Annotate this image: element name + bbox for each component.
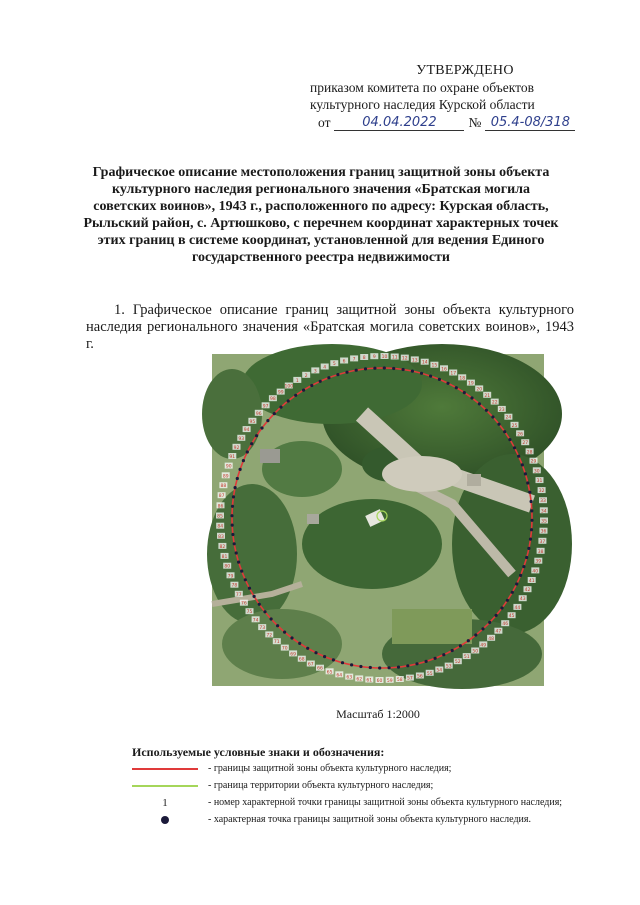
boundary-point-number: 93 xyxy=(238,436,245,442)
boundary-point-number: 22 xyxy=(491,400,498,406)
section-number: 1. xyxy=(114,302,125,318)
boundary-point-number: 14 xyxy=(421,360,428,366)
boundary-point xyxy=(519,574,522,577)
boundary-point xyxy=(250,442,253,445)
boundary-point xyxy=(530,528,533,531)
approval-signature-line xyxy=(318,114,610,131)
boundary-point-number: 4 xyxy=(323,365,327,371)
boundary-point-number: 16 xyxy=(441,367,447,373)
legend-text: - граница территории объекта культурного наследия; xyxy=(208,780,434,791)
boundary-point xyxy=(397,666,400,669)
boundary-point-number: 6 xyxy=(342,359,346,365)
boundary-point-number: 58 xyxy=(396,678,403,683)
boundary-point xyxy=(481,627,484,630)
boundary-point-number: 46 xyxy=(502,622,509,628)
boundary-point xyxy=(455,386,458,389)
boundary-point xyxy=(470,396,473,399)
boundary-point-number: 90 xyxy=(225,464,232,470)
boundary-point xyxy=(425,660,428,663)
boundary-point xyxy=(231,524,234,527)
boundary-point xyxy=(525,556,528,559)
boundary-point xyxy=(495,614,498,617)
boundary-point xyxy=(446,382,449,385)
boundary-point xyxy=(258,603,261,606)
boundary-point-number: 41 xyxy=(528,579,535,584)
boundary-point xyxy=(515,582,518,585)
boundary-point-number: 47 xyxy=(495,629,502,635)
boundary-point-number: 36 xyxy=(540,529,547,535)
boundary-point xyxy=(246,450,249,453)
boundary-point-number: 37 xyxy=(539,539,546,545)
boundary-point-number: 27 xyxy=(522,441,529,447)
boundary-point-number: 54 xyxy=(436,668,443,674)
boundary-point xyxy=(522,565,525,568)
boundary-point-number: 69 xyxy=(290,652,296,658)
boundary-point xyxy=(503,430,506,433)
legend-red-line-symbol xyxy=(132,768,198,770)
boundary-point-number: 17 xyxy=(450,371,457,377)
boundary-point xyxy=(527,547,530,550)
boundary-point xyxy=(248,587,251,590)
boundary-point xyxy=(530,509,533,512)
legend-text: - границы защитной зоны объекта культурного наследия; xyxy=(208,763,452,774)
legend-row-territory-boundary xyxy=(130,777,610,794)
legend-row-point-number xyxy=(130,794,610,811)
boundary-point-number: 67 xyxy=(307,662,314,668)
boundary-point-number: 2 xyxy=(304,373,308,379)
boundary-point-number: 33 xyxy=(540,499,546,505)
boundary-point xyxy=(378,666,381,669)
boundary-point xyxy=(260,426,263,429)
boundary-point-number: 92 xyxy=(233,445,240,451)
boundary-point xyxy=(392,367,395,370)
boundary-point xyxy=(415,662,418,665)
boundary-point-number: 42 xyxy=(524,588,531,594)
legend-row-point-dot xyxy=(130,811,610,828)
satellite-map xyxy=(212,354,547,686)
satellite-map-image xyxy=(212,354,547,686)
boundary-point-number: 10 xyxy=(381,355,388,360)
boundary-point xyxy=(336,373,339,376)
approval-title: УТВЕРЖДЕНО xyxy=(416,63,514,78)
boundary-point xyxy=(287,399,290,402)
boundary-point xyxy=(364,367,367,370)
boundary-point xyxy=(279,406,282,409)
boundary-point-number: 55 xyxy=(426,671,433,677)
legend-text: - характерная точка границы защитной зоны объекта культурного наследия. xyxy=(208,814,532,825)
boundary-point-number: 78 xyxy=(231,583,238,589)
boundary-point xyxy=(463,391,466,394)
legend-green-line-symbol xyxy=(132,785,198,787)
boundary-point-number: 28 xyxy=(526,450,533,456)
boundary-point xyxy=(270,617,273,620)
boundary-point xyxy=(355,369,358,372)
boundary-point-number: 74 xyxy=(252,618,259,624)
boundary-point-number: 25 xyxy=(511,423,518,429)
boundary-point xyxy=(235,551,238,554)
boundary-point-number: 100 xyxy=(284,384,294,390)
boundary-point-number: 82 xyxy=(219,544,226,550)
boundary-point-number: 23 xyxy=(498,407,505,413)
boundary-point xyxy=(530,500,533,503)
boundary-point xyxy=(266,419,269,422)
boundary-point-number: 89 xyxy=(222,474,229,480)
boundary-point-number: 98 xyxy=(270,397,276,403)
boundary-point-number: 71 xyxy=(273,640,280,646)
boundary-point xyxy=(526,481,529,484)
boundary-point xyxy=(302,389,305,392)
boundary-point-number: 53 xyxy=(445,664,452,670)
boundary-point-number: 45 xyxy=(508,614,515,620)
boundary-point-number: 84 xyxy=(217,524,224,530)
boundary-point-number: 57 xyxy=(407,676,413,682)
boundary-point-number: 32 xyxy=(538,489,545,495)
boundary-point-number: 95 xyxy=(249,419,256,425)
boundary-point xyxy=(298,642,301,645)
boundary-point-number: 21 xyxy=(484,393,491,399)
boundary-point xyxy=(524,472,527,475)
boundary-point-number: 30 xyxy=(533,469,540,475)
boundary-point xyxy=(451,649,454,652)
boundary-point-number: 49 xyxy=(480,643,487,649)
boundary-point xyxy=(488,621,491,624)
boundary-point xyxy=(255,434,258,437)
boundary-point xyxy=(306,647,309,650)
legend-number-symbol: 1 xyxy=(162,796,168,809)
boundary-point xyxy=(236,477,239,480)
boundary-point xyxy=(528,491,531,494)
boundary-point-number: 48 xyxy=(488,636,494,642)
boundary-point xyxy=(429,375,432,378)
boundary-point xyxy=(485,409,488,412)
boundary-point xyxy=(406,664,409,667)
boundary-point xyxy=(310,384,313,387)
boundary-point xyxy=(237,561,240,564)
boundary-point xyxy=(232,495,235,498)
boundary-point-number: 8 xyxy=(362,356,366,361)
boundary-point-number: 24 xyxy=(505,415,512,421)
boundary-point xyxy=(442,653,445,656)
boundary-point-number: 5 xyxy=(332,362,336,368)
legend-dot-symbol xyxy=(161,816,169,824)
boundary-point-number: 63 xyxy=(346,675,353,681)
boundary-point-number: 19 xyxy=(468,381,474,387)
boundary-point-number: 34 xyxy=(540,509,547,515)
boundary-point xyxy=(242,459,245,462)
boundary-point-number: 79 xyxy=(227,574,234,580)
boundary-point xyxy=(513,446,516,449)
boundary-point xyxy=(474,633,477,636)
boundary-point xyxy=(233,542,236,545)
boundary-point-number: 87 xyxy=(218,494,225,500)
boundary-point-number: 20 xyxy=(476,387,483,393)
boundary-point-number: 60 xyxy=(376,679,383,684)
boundary-point xyxy=(332,658,335,661)
boundary-point xyxy=(231,505,234,508)
boundary-point xyxy=(529,538,532,541)
boundary-point-number: 11 xyxy=(391,355,398,361)
boundary-point xyxy=(273,412,276,415)
boundary-point xyxy=(500,606,503,609)
boundary-point-number: 66 xyxy=(317,666,323,672)
boundary-point xyxy=(314,651,317,654)
boundary-point xyxy=(283,631,286,634)
boundary-point-number: 39 xyxy=(535,559,542,565)
boundary-point xyxy=(244,578,247,581)
boundary-point-number: 15 xyxy=(431,363,438,369)
boundary-point xyxy=(478,402,481,405)
approval-stamp xyxy=(310,62,610,131)
boundary-point-number: 61 xyxy=(366,678,373,684)
boundary-point-number: 86 xyxy=(217,504,224,510)
approval-number-label: № xyxy=(468,115,482,130)
boundary-point-number: 18 xyxy=(459,376,466,382)
boundary-point xyxy=(230,514,233,517)
boundary-point-number: 13 xyxy=(411,358,418,364)
boundary-point-number: 77 xyxy=(235,592,242,598)
boundary-point-number: 56 xyxy=(417,674,423,680)
boundary-point xyxy=(345,371,348,374)
boundary-point xyxy=(369,666,372,669)
approval-line-2: культурного наследия Курской области xyxy=(310,97,535,112)
approval-from-label: от xyxy=(318,115,331,130)
boundary-point-number: 51 xyxy=(463,655,470,661)
boundary-point-number: 35 xyxy=(541,519,547,525)
boundary-point xyxy=(240,570,243,573)
boundary-point xyxy=(327,376,330,379)
boundary-point-number: 44 xyxy=(514,605,521,611)
boundary-point-number: 99 xyxy=(277,390,284,396)
boundary-point-number: 38 xyxy=(537,549,544,555)
boundary-point-number: 65 xyxy=(326,670,333,676)
boundary-point xyxy=(506,599,509,602)
boundary-point xyxy=(438,378,441,381)
boundary-point-number: 96 xyxy=(255,411,262,417)
boundary-point xyxy=(530,519,533,522)
boundary-point xyxy=(231,533,234,536)
boundary-point-number: 83 xyxy=(218,534,224,540)
boundary-point-number: 73 xyxy=(259,626,266,632)
boundary-point xyxy=(319,380,322,383)
boundary-point xyxy=(459,644,462,647)
boundary-point xyxy=(234,486,237,489)
boundary-point xyxy=(350,663,353,666)
boundary-point xyxy=(383,366,386,369)
boundary-point-number: 9 xyxy=(372,355,376,361)
boundary-point xyxy=(341,661,344,664)
boundary-point-number: 81 xyxy=(221,554,228,560)
boundary-point xyxy=(294,394,297,397)
boundary-point-number: 26 xyxy=(517,432,523,438)
boundary-point-number: 12 xyxy=(401,356,408,362)
legend-row-zone-boundary xyxy=(130,760,610,777)
boundary-point xyxy=(253,595,256,598)
boundary-point-number: 52 xyxy=(454,660,461,666)
legend xyxy=(130,745,610,828)
boundary-point-number: 80 xyxy=(224,564,231,570)
approval-line-1: приказом комитета по охране объектов xyxy=(310,80,534,95)
boundary-point xyxy=(420,372,423,375)
boundary-point xyxy=(263,610,266,613)
boundary-point-number: 59 xyxy=(386,678,393,684)
boundary-point-number: 7 xyxy=(352,357,356,363)
boundary-point-number: 68 xyxy=(298,657,305,663)
boundary-point xyxy=(373,367,376,370)
approval-date: 04.04.2022 xyxy=(334,115,464,131)
boundary-point xyxy=(323,655,326,658)
boundary-point xyxy=(359,665,362,668)
boundary-point-number: 91 xyxy=(229,455,236,460)
boundary-point xyxy=(491,415,494,418)
boundary-point-number: 88 xyxy=(220,484,227,490)
boundary-point xyxy=(239,468,242,471)
boundary-point xyxy=(508,438,511,441)
boundary-point xyxy=(497,423,500,426)
map-scale: Масштаб 1:2000 xyxy=(336,707,420,721)
boundary-point xyxy=(276,624,279,627)
boundary-point-number: 40 xyxy=(532,569,539,575)
boundary-point-number: 50 xyxy=(472,649,479,655)
boundary-point xyxy=(517,455,520,458)
boundary-point xyxy=(388,666,391,669)
boundary-point-number: 1 xyxy=(295,378,299,384)
document-title: Графическое описание местоположения границ защитной зоны объекта культурного наследия регионального значения «Братская могила советских воинов», 1943 г., расположенного по адресу: Курская область, Рыльский район, с. Артюшково, с перечнем координат характерных точек этих границ в системе координат, установленной для ведения Единого государственного реестра недвижимости xyxy=(83,165,559,265)
boundary-point-number: 29 xyxy=(530,459,537,465)
boundary-point-number: 75 xyxy=(246,610,253,616)
boundary-point-number: 70 xyxy=(281,646,288,652)
boundary-point-number: 43 xyxy=(519,597,526,603)
boundary-point-number: 76 xyxy=(241,601,247,607)
boundary-point xyxy=(521,463,524,466)
approval-number: 05.4-08/318 xyxy=(485,115,575,131)
boundary-point xyxy=(411,370,414,373)
boundary-point xyxy=(467,639,470,642)
legend-text: - номер характерной точки границы защитной зоны объекта культурного наследия; xyxy=(208,797,563,808)
boundary-point xyxy=(402,368,405,371)
boundary-point xyxy=(434,657,437,660)
boundary-point-number: 3 xyxy=(313,369,317,375)
boundary-point-number: 31 xyxy=(536,479,543,485)
boundary-point-number: 94 xyxy=(243,428,250,434)
boundary-point-number: 85 xyxy=(217,514,223,520)
boundary-point-number: 64 xyxy=(336,673,343,679)
boundary-point-number: 62 xyxy=(356,677,363,683)
boundary-point-number: 97 xyxy=(262,404,269,410)
boundary-point xyxy=(511,591,514,594)
boundary-point-number: 72 xyxy=(266,633,273,639)
boundary-point xyxy=(290,636,293,639)
section-text: Графическое описание границ защитной зоны объекта культурного наследия регионального значения «Братская могила советских воинов», 1943 г. xyxy=(86,302,575,352)
legend-title: Используемые условные знаки и обозначения: xyxy=(132,745,385,759)
